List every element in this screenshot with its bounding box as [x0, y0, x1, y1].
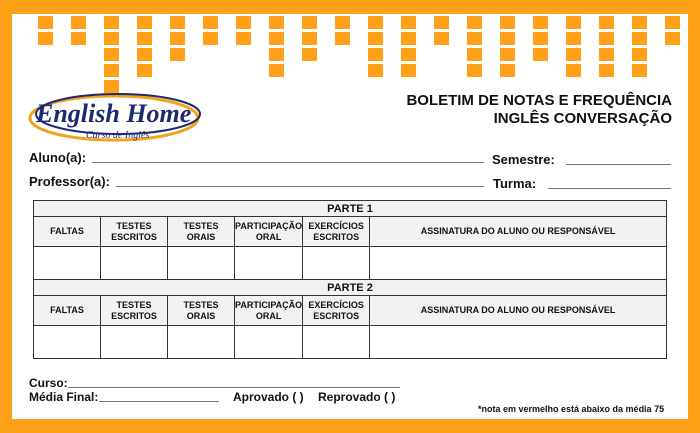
- pattern-square: [566, 32, 581, 45]
- pattern-square: [302, 48, 317, 61]
- pattern-square: [599, 16, 614, 29]
- column-header: [34, 217, 101, 247]
- logo-main-text: English Home: [36, 99, 192, 128]
- pattern-square: [467, 64, 482, 77]
- column-header: [235, 217, 303, 247]
- pattern-square: [38, 16, 53, 29]
- pattern-square: [500, 48, 515, 61]
- column-header: [101, 296, 168, 326]
- column-header-line2: ORAIS: [186, 310, 216, 321]
- semestre-field[interactable]: [566, 164, 671, 165]
- grade-cell[interactable]: [303, 247, 370, 280]
- pattern-square: [533, 16, 548, 29]
- grade-cell[interactable]: [34, 326, 101, 359]
- reprovado-checkbox[interactable]: Reprovado ( ): [318, 390, 396, 404]
- pattern-square: [104, 48, 119, 61]
- english-home-logo: [28, 88, 208, 144]
- pattern-square: [104, 64, 119, 77]
- pattern-square: [368, 64, 383, 77]
- professor-label: Professor(a):: [29, 174, 110, 189]
- pattern-square: [500, 16, 515, 29]
- pattern-square: [38, 32, 53, 45]
- pattern-square: [368, 16, 383, 29]
- column-header-line2: ESCRITOS: [111, 231, 157, 242]
- pattern-square: [434, 16, 449, 29]
- pattern-square: [632, 32, 647, 45]
- pattern-square: [269, 48, 284, 61]
- column-header: [235, 296, 303, 326]
- pattern-square: [269, 64, 284, 77]
- column-header-line2: ORAL: [255, 231, 282, 242]
- pattern-square: [368, 48, 383, 61]
- column-header-line1: TESTES: [116, 299, 152, 310]
- pattern-square: [104, 16, 119, 29]
- pattern-square: [401, 32, 416, 45]
- pattern-square: [170, 16, 185, 29]
- pattern-square: [71, 16, 86, 29]
- pattern-square: [632, 64, 647, 77]
- pattern-square: [665, 32, 680, 45]
- pattern-square: [467, 48, 482, 61]
- media-final-field[interactable]: [99, 401, 219, 402]
- pattern-square: [104, 32, 119, 45]
- column-header-line1: FALTAS: [50, 305, 84, 315]
- pattern-square: [236, 32, 251, 45]
- grade-cell[interactable]: [168, 247, 235, 280]
- pattern-square: [71, 32, 86, 45]
- pattern-square: [500, 64, 515, 77]
- pattern-square: [467, 32, 482, 45]
- grade-cell[interactable]: [370, 326, 667, 359]
- part-title: PARTE 2: [34, 280, 667, 296]
- column-header: [370, 296, 667, 326]
- pattern-square: [533, 48, 548, 61]
- pattern-square: [170, 48, 185, 61]
- pattern-square: [434, 32, 449, 45]
- column-header-line1: TESTES: [183, 299, 219, 310]
- semestre-label: Semestre:: [492, 152, 555, 167]
- column-header-line2: ORAIS: [186, 231, 216, 242]
- pattern-square: [170, 32, 185, 45]
- pattern-square: [302, 32, 317, 45]
- grade-cell[interactable]: [303, 326, 370, 359]
- pattern-square: [500, 32, 515, 45]
- pattern-square: [203, 32, 218, 45]
- column-header-line2: ESCRITOS: [313, 231, 360, 242]
- pattern-square: [269, 16, 284, 29]
- grade-cell[interactable]: [235, 326, 303, 359]
- pattern-square: [566, 16, 581, 29]
- column-header-line1: TESTES: [183, 220, 219, 231]
- pattern-square: [401, 48, 416, 61]
- column-header-line1: TESTES: [116, 220, 152, 231]
- pattern-square: [302, 16, 317, 29]
- pattern-square: [566, 64, 581, 77]
- column-header-line1: EXERCÍCIOS: [308, 220, 364, 231]
- pattern-square: [335, 16, 350, 29]
- column-header-line1: EXERCÍCIOS: [308, 299, 364, 310]
- aluno-label: Aluno(a):: [29, 150, 87, 165]
- logo-sub-text: Curso de Inglês: [86, 130, 150, 141]
- pattern-square: [368, 32, 383, 45]
- column-header-line2: ESCRITOS: [313, 310, 360, 321]
- column-header: [34, 296, 101, 326]
- footnote: *nota em vermelho está abaixo da média 75: [478, 404, 665, 414]
- pattern-square: [269, 32, 284, 45]
- pattern-square: [599, 32, 614, 45]
- curso-field[interactable]: [68, 387, 400, 388]
- grade-cell[interactable]: [34, 247, 101, 280]
- pattern-square: [599, 48, 614, 61]
- part-title: PARTE 1: [34, 201, 667, 217]
- pattern-square: [632, 48, 647, 61]
- document-title: BOLETIM DE NOTAS E FREQUÊNCIA: [406, 92, 672, 109]
- pattern-square: [566, 48, 581, 61]
- grade-cell[interactable]: [101, 247, 168, 280]
- turma-field[interactable]: [548, 188, 671, 189]
- grade-cell[interactable]: [235, 247, 303, 280]
- pattern-square: [137, 32, 152, 45]
- pattern-square: [137, 16, 152, 29]
- document-subtitle: INGLÊS CONVERSAÇÃO: [493, 110, 672, 127]
- pattern-square: [599, 64, 614, 77]
- pattern-square: [236, 16, 251, 29]
- pattern-square: [533, 32, 548, 45]
- turma-label: Turma:: [493, 176, 537, 191]
- column-header-line1: PARTICIPAÇÃO: [235, 220, 303, 231]
- curso-label: Curso:: [29, 376, 68, 390]
- column-header: [303, 296, 370, 326]
- pattern-square: [401, 64, 416, 77]
- grade-cell[interactable]: [101, 326, 168, 359]
- pattern-square: [137, 64, 152, 77]
- pattern-square: [665, 16, 680, 29]
- column-header: [370, 217, 667, 247]
- column-header-line1: ASSINATURA DO ALUNO OU RESPONSÁVEL: [420, 226, 616, 236]
- column-header-line1: FALTAS: [50, 226, 84, 236]
- column-header-line2: ORAL: [255, 310, 282, 321]
- pattern-square: [335, 32, 350, 45]
- grades-table: [33, 200, 667, 359]
- column-header: [168, 217, 235, 247]
- column-header: [101, 217, 168, 247]
- column-header-line1: ASSINATURA DO ALUNO OU RESPONSÁVEL: [420, 305, 616, 315]
- media-final-label: Média Final:: [29, 390, 99, 404]
- column-header: [168, 296, 235, 326]
- pattern-square: [467, 16, 482, 29]
- professor-field[interactable]: [116, 186, 484, 187]
- grade-cell[interactable]: [370, 247, 667, 280]
- aluno-field[interactable]: [92, 162, 484, 163]
- pattern-square: [632, 16, 647, 29]
- column-header: [303, 217, 370, 247]
- grade-cell[interactable]: [168, 326, 235, 359]
- pattern-square: [137, 48, 152, 61]
- aprovado-checkbox[interactable]: Aprovado ( ): [233, 390, 304, 404]
- pattern-square: [401, 16, 416, 29]
- pattern-square: [203, 16, 218, 29]
- column-header-line1: PARTICIPAÇÃO: [235, 299, 303, 310]
- column-header-line2: ESCRITOS: [111, 310, 157, 321]
